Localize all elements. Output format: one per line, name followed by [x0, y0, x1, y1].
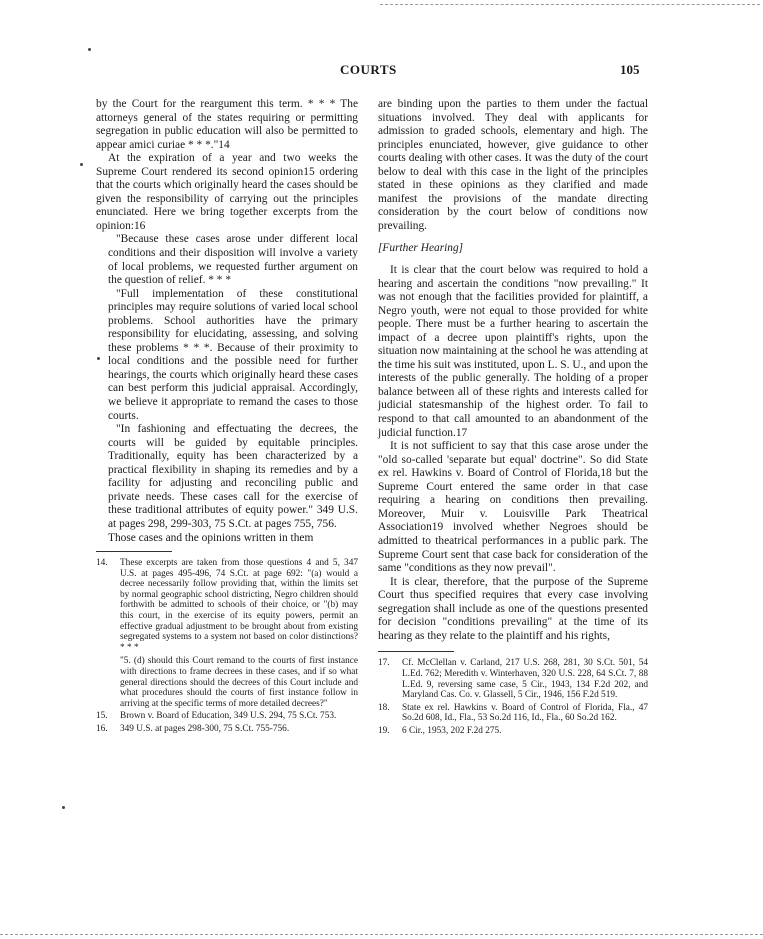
footnote-number: 16. [96, 723, 108, 734]
footnote-16 [96, 724, 358, 735]
paragraph: It is not sufficient to say that this case arose under the "old so-called 'separate but equal' doctrine". So did State ex rel. Hawkins v. Board of Control of Florida,18 but the Supreme Court entered the same order in that case requiring a hearing on conditions then prevailing. Moreover, Muir v. Louisville Park Theatrical Association19 involved whether Negroes should be admitted to theatrical performances in a public park. The Supreme Court sent that case back for consideration of the same "conditions as they now prevail". [378, 440, 648, 575]
footnote-text: Brown v. Board of Education, 349 U.S. 294, 75 S.Ct. 753. [120, 711, 337, 722]
block-quote: "Because these cases arose under different local conditions and their disposition will involve a variety of local problems, we requested further argument on the question of relief. * * * [108, 233, 358, 287]
paragraph: by the Court for the reargument this term. * * * The attorneys general of the states requiring or permitting segregation in public education will also be permitted to appear amici curiae * * *."14 [96, 98, 358, 151]
footnote-number: 14. [96, 558, 108, 569]
paragraph: It is clear that the court below was required to hold a hearing and ascertain the conditions "now prevailing." It was not enough that the facilities provided for plaintiff, a Negro youth, were not equal to those provided for white people. There must be a further hearing to ascertain the impact of a decree upon plaintiff's rights, upon the situation now maintaining at the school he was attending at the time his suit was instituted, upon L. S. U., and upon the interests of the public generally. The holding of a proper balance between all of these rights and interests called for judicial statesmanship of the highest order. To fail to respond to that call amounted to an abandonment of the judicial function.17 [378, 264, 648, 439]
footnote-14 [96, 558, 358, 653]
footnote-number: 19. [378, 725, 390, 736]
footnote-text: State ex rel. Hawkins v. Board of Control of Florida, Fla., 47 So.2d 608, Id., Fla., 53 So.2d 116, Id., Fla., 60 So.2d 162. [402, 702, 648, 724]
running-header-title: COURTS [340, 62, 397, 77]
footnote-18 [378, 703, 648, 724]
left-column [96, 98, 358, 735]
scan-speck [62, 806, 65, 809]
block-quote: "Full implementation of these constitutional principles may require solutions of varied local school problems. School authorities have the primary responsibility for elucidating, assessing, and solving these problems * * *. Because of their proximity to local conditions and the possible need for further hearings, the courts which originally heard these cases can best perform this judicial appraisal. Accordingly, we believe it appropriate to remand the cases to those courts. [108, 287, 358, 422]
paragraph: Those cases and the opinions written in them [108, 531, 314, 544]
footnote-text: Cf. McClellan v. Carland, 217 U.S. 268, 281, 30 S.Ct. 501, 54 L.Ed. 762; Meredith v. Winterhaven, 320 U.S. 228, 64 S.Ct. 7, 88 L.Ed. 9, reversing same case, 5 Cir., 1943, 134 F.2d 202, and Maryland Cas. Co. v. Glassell, 5 Cir., 1946, 156 F.2d 519. [402, 658, 648, 701]
paragraph: At the expiration of a year and two weeks the Supreme Court rendered its second opinion15 ordering that the courts which originally heard the cases should be given the responsibility of carrying out the principles enunciated. Here we bring together excerpts from the opinion:16 [96, 152, 358, 232]
footnote-text: 6 Cir., 1953, 202 F.2d 275. [402, 725, 502, 736]
page-number: 105 [620, 62, 640, 77]
right-column [378, 98, 648, 736]
footnote-14-continued: "5. (d) should this Court remand to the courts of first instance with directions to frame decrees in these cases, and if so what general directions should the decrees of this Court include and what procedures should the courts of first instance follow in arriving at the specific terms of more detailed decrees?" [120, 656, 358, 709]
footnote-text: 349 U.S. at pages 298-300, 75 S.Ct. 755-756. [120, 723, 290, 734]
block-quote: "In fashioning and effectuating the decrees, the courts will be guided by equitable principles. Traditionally, equity has been characterized by a practical flexibility in shaping its remedies and by a facility for adjusting and reconciling public and private needs. These cases call for the exercise of these traditional attributes of equity power." 349 U.S. at pages 298, 299-303, 75 S.Ct. at pages 755, 756. [108, 423, 358, 530]
footnote-number: 17. [378, 658, 390, 669]
footnote-rule [96, 551, 172, 552]
paragraph: are binding upon the parties to them under the factual situations involved. They deal with applicants for admission to graded schools, elementary and high. The principles enunciated, however, give guidance to other courts dealing with other cases. It was the duty of the court below to deal with this case in the light of the principles stated in these opinions as they clarified and made manifest the provisions of the mandate directing consideration by the court below of conditions now prevailing. [378, 98, 648, 232]
scan-speck [88, 48, 91, 51]
scan-edge-top [380, 4, 760, 5]
paragraph: It is clear, therefore, that the purpose of the Supreme Court thus specified requires that every case involving segregation shall include as one of the questions presented for decision "conditions prevailing" at the time of its hearing as they relate to the plaintiff and his rights, [378, 575, 648, 642]
section-heading: [Further Hearing] [378, 242, 464, 255]
footnote-number: 18. [378, 702, 390, 713]
footnote-rule [378, 651, 454, 652]
footnote-15 [96, 711, 358, 722]
scan-edge-bottom [0, 934, 763, 935]
scan-speck [80, 163, 83, 166]
footnote-text: These excerpts are taken from those questions 4 and 5, 347 U.S. at pages 495-496, 74 S.Ct. at page 692: "(a) would a decree necessarily follow providing that, within the limits set by normal geographic school districting, Negro children should forthwith be admitted to schools of their choice, or "(b) may this court, in the exercise of its equity powers, permit an effective gradual adjustment to be brought about from existing segregated systems to a system not based on color distinctions? * * * [120, 558, 358, 653]
footnote-17 [378, 658, 648, 700]
footnote-number: 15. [96, 711, 108, 722]
footnote-19 [378, 726, 648, 737]
